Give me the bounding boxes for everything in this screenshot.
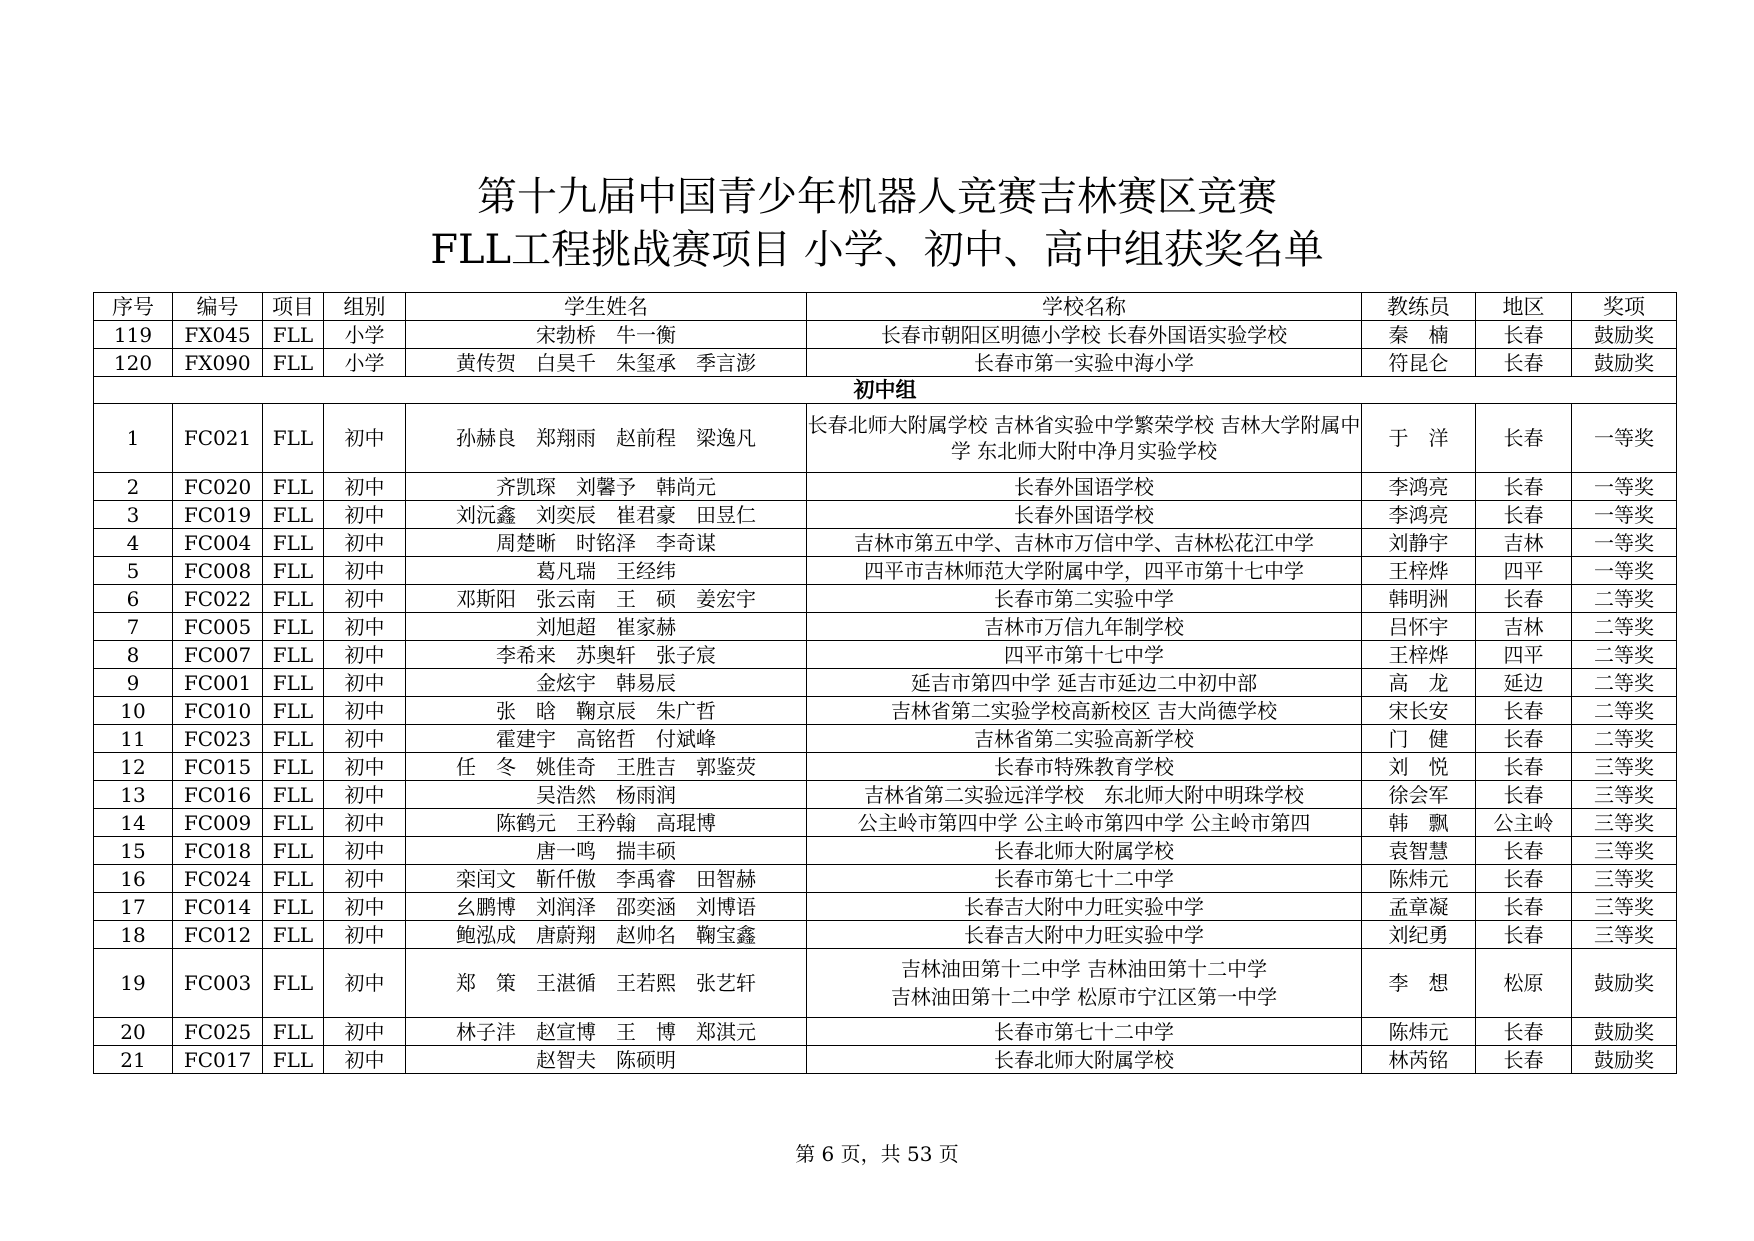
- cell-award: 鼓励奖: [1572, 1018, 1677, 1046]
- cell-school: 长春北师大附属学校: [807, 1046, 1362, 1074]
- cell-region: 长春: [1476, 1046, 1572, 1074]
- cell-award: 鼓励奖: [1572, 1046, 1677, 1074]
- table-row: [94, 473, 1677, 501]
- cell-school: 吉林市第五中学、吉林市万信中学、吉林松花江中学: [807, 529, 1362, 557]
- cell-no: 3: [94, 501, 173, 529]
- table-row: [94, 501, 1677, 529]
- cell-group: 初中: [324, 585, 406, 613]
- cell-award: 三等奖: [1572, 753, 1677, 781]
- cell-project: FLL: [263, 809, 324, 837]
- cell-region: 吉林: [1476, 529, 1572, 557]
- cell-project: FLL: [263, 725, 324, 753]
- cell-code: FC008: [173, 557, 263, 585]
- section-label: 初中组: [94, 377, 1677, 404]
- cell-project: FLL: [263, 557, 324, 585]
- cell-code: FC010: [173, 697, 263, 725]
- cell-code: FC009: [173, 809, 263, 837]
- cell-school: 长春北师大附属学校: [807, 837, 1362, 865]
- cell-no: 15: [94, 837, 173, 865]
- cell-award: 一等奖: [1572, 529, 1677, 557]
- table-row: [94, 321, 1677, 349]
- cell-coach: 王梓烨: [1362, 557, 1476, 585]
- cell-coach: 秦 楠: [1362, 321, 1476, 349]
- col-header-award: 奖项: [1572, 293, 1677, 321]
- cell-students: 郑 策 王湛循 王若熙 张艺轩: [406, 949, 807, 1018]
- cell-award: 二等奖: [1572, 641, 1677, 669]
- cell-coach: 林芮铭: [1362, 1046, 1476, 1074]
- school-line: 吉林油田第十二中学 吉林油田第十二中学: [900, 957, 1268, 981]
- cell-coach: 高 龙: [1362, 669, 1476, 697]
- cell-no: 9: [94, 669, 173, 697]
- cell-region: 长春: [1476, 404, 1572, 473]
- cell-award: 二等奖: [1572, 669, 1677, 697]
- cell-award: 鼓励奖: [1572, 949, 1677, 1018]
- cell-students: 张 晗 鞠京辰 朱广哲: [406, 697, 807, 725]
- cell-code: FC021: [173, 404, 263, 473]
- cell-group: 初中: [324, 557, 406, 585]
- cell-region: 长春: [1476, 725, 1572, 753]
- cell-school: 吉林省第二实验远洋学校 东北师大附中明珠学校: [807, 781, 1362, 809]
- cell-group: 初中: [324, 949, 406, 1018]
- cell-award: 三等奖: [1572, 865, 1677, 893]
- cell-school: 公主岭市第四中学 公主岭市第四中学 公主岭市第四: [807, 809, 1362, 837]
- cell-award: 一等奖: [1572, 473, 1677, 501]
- cell-group: 初中: [324, 893, 406, 921]
- cell-group: 初中: [324, 725, 406, 753]
- cell-code: FC015: [173, 753, 263, 781]
- cell-group: 初中: [324, 809, 406, 837]
- cell-students: 鲍泓成 唐蔚翔 赵帅名 鞠宝鑫: [406, 921, 807, 949]
- cell-no: 6: [94, 585, 173, 613]
- cell-school: 延吉市第四中学 延吉市延边二中初中部: [807, 669, 1362, 697]
- table-row: [94, 697, 1677, 725]
- cell-students: 刘旭超 崔家赫: [406, 613, 807, 641]
- table-row: [94, 837, 1677, 865]
- cell-students: 林子沣 赵宣博 王 博 郑淇元: [406, 1018, 807, 1046]
- cell-no: 17: [94, 893, 173, 921]
- cell-no: 8: [94, 641, 173, 669]
- table-row: [94, 557, 1677, 585]
- cell-group: 小学: [324, 349, 406, 377]
- cell-group: 初中: [324, 613, 406, 641]
- cell-award: 三等奖: [1572, 837, 1677, 865]
- section-row: [94, 377, 1677, 404]
- cell-no: 13: [94, 781, 173, 809]
- cell-coach: 陈炜元: [1362, 865, 1476, 893]
- cell-region: 长春: [1476, 893, 1572, 921]
- cell-award: 二等奖: [1572, 725, 1677, 753]
- cell-coach: 李鸿亮: [1362, 473, 1476, 501]
- table-row: [94, 893, 1677, 921]
- cell-school: 四平市第十七中学: [807, 641, 1362, 669]
- table-row: [94, 349, 1677, 377]
- cell-coach: 王梓烨: [1362, 641, 1476, 669]
- cell-group: 初中: [324, 1046, 406, 1074]
- cell-award: 三等奖: [1572, 893, 1677, 921]
- cell-coach: 韩明洲: [1362, 585, 1476, 613]
- cell-school: [807, 949, 1362, 1018]
- cell-project: FLL: [263, 921, 324, 949]
- cell-no: 10: [94, 697, 173, 725]
- cell-students: 唐一鸣 揣丰硕: [406, 837, 807, 865]
- cell-project: FLL: [263, 585, 324, 613]
- table-row: [94, 809, 1677, 837]
- table-row: [94, 669, 1677, 697]
- cell-project: FLL: [263, 1018, 324, 1046]
- cell-students: 幺鹏博 刘润泽 邵奕涵 刘博语: [406, 893, 807, 921]
- awards-table: [93, 292, 1677, 1074]
- cell-students: 李希来 苏奥轩 张子宸: [406, 641, 807, 669]
- cell-region: 公主岭: [1476, 809, 1572, 837]
- cell-region: 长春: [1476, 697, 1572, 725]
- cell-students: 霍建宇 高铭哲 付斌峰: [406, 725, 807, 753]
- cell-code: FC016: [173, 781, 263, 809]
- table-body: [94, 321, 1677, 1074]
- school-line: 吉林油田第十二中学 松原市宁江区第一中学: [890, 985, 1278, 1009]
- cell-students: 宋勃桥 牛一衡: [406, 321, 807, 349]
- header-row: [94, 293, 1677, 321]
- cell-coach: 门 健: [1362, 725, 1476, 753]
- cell-school: 吉林省第二实验学校高新校区 吉大尚德学校: [807, 697, 1362, 725]
- cell-project: FLL: [263, 613, 324, 641]
- table-row: [94, 921, 1677, 949]
- cell-coach: 李 想: [1362, 949, 1476, 1018]
- cell-award: 一等奖: [1572, 557, 1677, 585]
- cell-no: 16: [94, 865, 173, 893]
- cell-coach: 刘纪勇: [1362, 921, 1476, 949]
- cell-project: FLL: [263, 753, 324, 781]
- cell-region: 长春: [1476, 501, 1572, 529]
- cell-students: 任 冬 姚佳奇 王胜吉 郭鉴荧: [406, 753, 807, 781]
- cell-award: 二等奖: [1572, 697, 1677, 725]
- cell-school: 长春外国语学校: [807, 501, 1362, 529]
- col-header-no: 序号: [94, 293, 173, 321]
- cell-students: 栾闰文 靳仟傲 李禹睿 田智赫: [406, 865, 807, 893]
- cell-school: 长春吉大附中力旺实验中学: [807, 893, 1362, 921]
- cell-award: 二等奖: [1572, 585, 1677, 613]
- cell-project: FLL: [263, 349, 324, 377]
- table-row: [94, 529, 1677, 557]
- cell-coach: 韩 飘: [1362, 809, 1476, 837]
- cell-school: 吉林市万信九年制学校: [807, 613, 1362, 641]
- col-header-students: 学生姓名: [406, 293, 807, 321]
- cell-group: 初中: [324, 404, 406, 473]
- cell-students: 赵智夫 陈硕明: [406, 1046, 807, 1074]
- cell-project: FLL: [263, 865, 324, 893]
- cell-coach: 孟章凝: [1362, 893, 1476, 921]
- cell-group: 初中: [324, 921, 406, 949]
- cell-region: 长春: [1476, 837, 1572, 865]
- cell-region: 长春: [1476, 1018, 1572, 1046]
- cell-group: 初中: [324, 501, 406, 529]
- table-row: [94, 753, 1677, 781]
- table-row: [94, 1046, 1677, 1074]
- cell-code: FX045: [173, 321, 263, 349]
- col-header-coach: 教练员: [1362, 293, 1476, 321]
- cell-no: 120: [94, 349, 173, 377]
- cell-award: 一等奖: [1572, 501, 1677, 529]
- title-line-1: 第十九届中国青少年机器人竞赛吉林赛区竞赛: [477, 174, 1277, 220]
- cell-students: 邓斯阳 张云南 王 硕 姜宏宇: [406, 585, 807, 613]
- cell-no: 5: [94, 557, 173, 585]
- col-header-project: 项目: [263, 293, 324, 321]
- cell-no: 18: [94, 921, 173, 949]
- cell-school: 四平市吉林师范大学附属中学，四平市第十七中学: [807, 557, 1362, 585]
- cell-group: 初中: [324, 781, 406, 809]
- cell-region: 长春: [1476, 781, 1572, 809]
- cell-no: 7: [94, 613, 173, 641]
- cell-code: FC022: [173, 585, 263, 613]
- cell-code: FC023: [173, 725, 263, 753]
- cell-group: 初中: [324, 697, 406, 725]
- cell-no: 20: [94, 1018, 173, 1046]
- title-line-2: FLL工程挑战赛项目 小学、初中、高中组获奖名单: [430, 227, 1324, 273]
- cell-no: 2: [94, 473, 173, 501]
- cell-coach: 陈炜元: [1362, 1018, 1476, 1046]
- cell-award: 三等奖: [1572, 921, 1677, 949]
- cell-project: FLL: [263, 1046, 324, 1074]
- cell-coach: 于 洋: [1362, 404, 1476, 473]
- cell-project: FLL: [263, 529, 324, 557]
- cell-group: 初中: [324, 641, 406, 669]
- cell-no: 4: [94, 529, 173, 557]
- cell-students: 齐凯琛 刘馨予 韩尚元: [406, 473, 807, 501]
- cell-project: FLL: [263, 641, 324, 669]
- table-row: [94, 725, 1677, 753]
- cell-code: FC020: [173, 473, 263, 501]
- cell-code: FX090: [173, 349, 263, 377]
- cell-code: FC024: [173, 865, 263, 893]
- cell-project: FLL: [263, 697, 324, 725]
- cell-students: 金炫宇 韩易辰: [406, 669, 807, 697]
- cell-students: 黄传贺 白昊千 朱玺承 季言澎: [406, 349, 807, 377]
- col-header-code: 编号: [173, 293, 263, 321]
- cell-coach: 刘静宇: [1362, 529, 1476, 557]
- cell-code: FC014: [173, 893, 263, 921]
- cell-no: 14: [94, 809, 173, 837]
- cell-coach: 符昆仑: [1362, 349, 1476, 377]
- cell-group: 初中: [324, 865, 406, 893]
- cell-group: 小学: [324, 321, 406, 349]
- cell-award: 三等奖: [1572, 809, 1677, 837]
- cell-code: FC018: [173, 837, 263, 865]
- cell-code: FC003: [173, 949, 263, 1018]
- cell-code: FC017: [173, 1046, 263, 1074]
- cell-region: 长春: [1476, 585, 1572, 613]
- cell-students: 刘沅鑫 刘奕辰 崔君豪 田昱仁: [406, 501, 807, 529]
- table-row: [94, 585, 1677, 613]
- cell-school: 长春市第二实验中学: [807, 585, 1362, 613]
- cell-group: 初中: [324, 753, 406, 781]
- table-row: [94, 1018, 1677, 1046]
- cell-students: 孙赫良 郑翔雨 赵前程 梁逸凡: [406, 404, 807, 473]
- cell-school: 长春市第七十二中学: [807, 865, 1362, 893]
- cell-school: 长春市第七十二中学: [807, 1018, 1362, 1046]
- cell-coach: 刘 悦: [1362, 753, 1476, 781]
- cell-region: 长春: [1476, 865, 1572, 893]
- cell-region: 长春: [1476, 349, 1572, 377]
- table-row: [94, 865, 1677, 893]
- cell-code: FC025: [173, 1018, 263, 1046]
- cell-no: 19: [94, 949, 173, 1018]
- cell-students: 葛凡瑞 王经纬: [406, 557, 807, 585]
- cell-code: FC019: [173, 501, 263, 529]
- cell-group: 初中: [324, 473, 406, 501]
- cell-region: 长春: [1476, 473, 1572, 501]
- cell-group: 初中: [324, 837, 406, 865]
- cell-code: FC004: [173, 529, 263, 557]
- cell-school: 长春外国语学校: [807, 473, 1362, 501]
- cell-school: 长春吉大附中力旺实验中学: [807, 921, 1362, 949]
- cell-no: 12: [94, 753, 173, 781]
- table-row: [94, 613, 1677, 641]
- cell-school: 长春市第一实验中海小学: [807, 349, 1362, 377]
- page-footer: 第 6 页，共 53 页: [795, 1142, 959, 1166]
- cell-no: 1: [94, 404, 173, 473]
- cell-region: 长春: [1476, 321, 1572, 349]
- cell-school: 长春北师大附属学校 吉林省实验中学繁荣学校 吉林大学附属中学 东北师大附中净月实验学校: [807, 404, 1362, 473]
- cell-students: 周楚晰 时铭泽 李奇谋: [406, 529, 807, 557]
- cell-code: FC012: [173, 921, 263, 949]
- cell-school: 吉林省第二实验高新学校: [807, 725, 1362, 753]
- cell-coach: 李鸿亮: [1362, 501, 1476, 529]
- cell-code: FC001: [173, 669, 263, 697]
- cell-students: 陈鹤元 王矜翰 高琨博: [406, 809, 807, 837]
- cell-region: 长春: [1476, 753, 1572, 781]
- cell-coach: 宋长安: [1362, 697, 1476, 725]
- cell-region: 松原: [1476, 949, 1572, 1018]
- cell-award: 一等奖: [1572, 404, 1677, 473]
- cell-region: 吉林: [1476, 613, 1572, 641]
- table-row: [94, 404, 1677, 473]
- cell-award: 鼓励奖: [1572, 321, 1677, 349]
- cell-coach: 袁智慧: [1362, 837, 1476, 865]
- cell-project: FLL: [263, 501, 324, 529]
- cell-region: 四平: [1476, 557, 1572, 585]
- cell-project: FLL: [263, 949, 324, 1018]
- cell-no: 11: [94, 725, 173, 753]
- cell-award: 鼓励奖: [1572, 349, 1677, 377]
- cell-project: FLL: [263, 404, 324, 473]
- cell-region: 延边: [1476, 669, 1572, 697]
- cell-group: 初中: [324, 529, 406, 557]
- col-header-region: 地区: [1476, 293, 1572, 321]
- cell-group: 初中: [324, 669, 406, 697]
- col-header-group: 组别: [324, 293, 406, 321]
- col-header-school: 学校名称: [807, 293, 1362, 321]
- cell-no: 119: [94, 321, 173, 349]
- table-row: [94, 641, 1677, 669]
- cell-coach: 徐会军: [1362, 781, 1476, 809]
- cell-region: 长春: [1476, 921, 1572, 949]
- cell-coach: 吕怀宇: [1362, 613, 1476, 641]
- cell-school: 长春市特殊教育学校: [807, 753, 1362, 781]
- cell-project: FLL: [263, 837, 324, 865]
- table-row: [94, 949, 1677, 1018]
- cell-no: 21: [94, 1046, 173, 1074]
- cell-project: FLL: [263, 473, 324, 501]
- cell-group: 初中: [324, 1018, 406, 1046]
- cell-project: FLL: [263, 669, 324, 697]
- cell-award: 三等奖: [1572, 781, 1677, 809]
- cell-project: FLL: [263, 321, 324, 349]
- cell-code: FC007: [173, 641, 263, 669]
- table-row: [94, 781, 1677, 809]
- cell-project: FLL: [263, 781, 324, 809]
- cell-region: 四平: [1476, 641, 1572, 669]
- cell-project: FLL: [263, 893, 324, 921]
- cell-school: 长春市朝阳区明德小学校 长春外国语实验学校: [807, 321, 1362, 349]
- cell-award: 二等奖: [1572, 613, 1677, 641]
- cell-code: FC005: [173, 613, 263, 641]
- cell-students: 吴浩然 杨雨润: [406, 781, 807, 809]
